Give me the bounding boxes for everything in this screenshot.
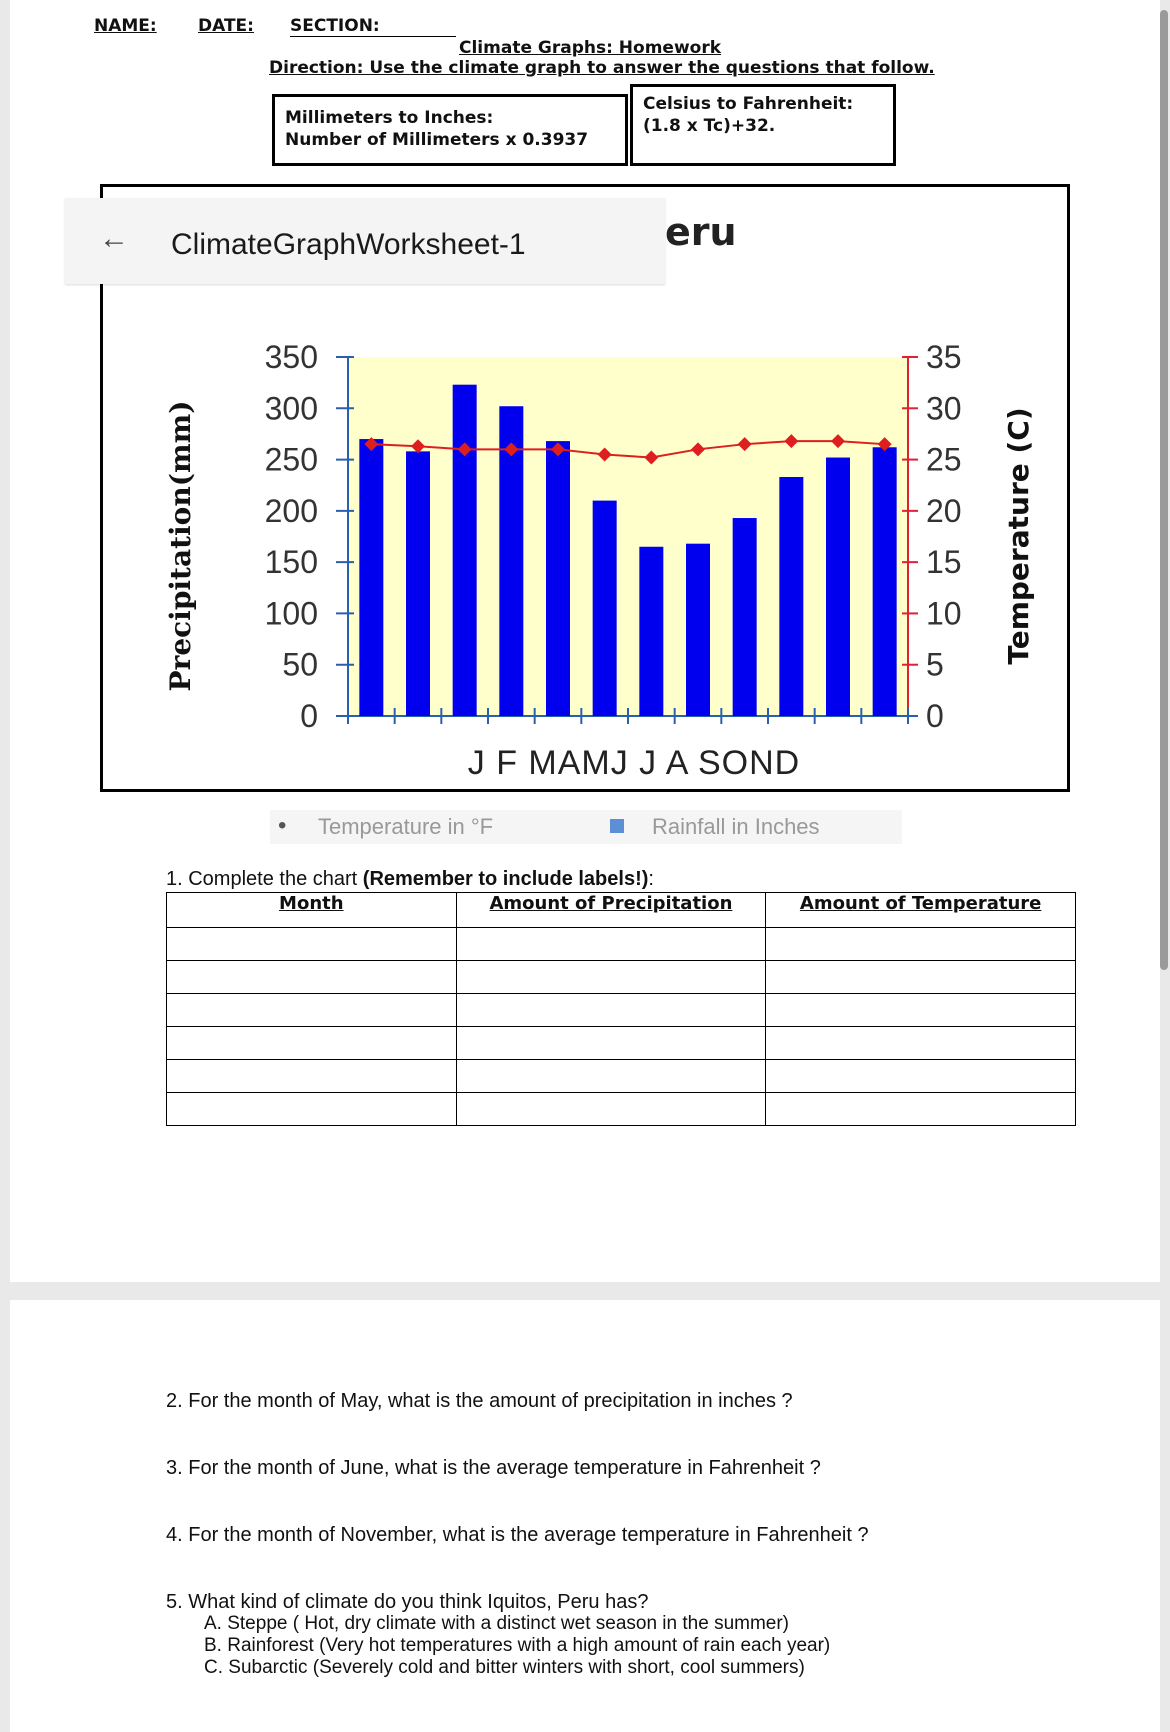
option-a: A. Steppe ( Hot, dry climate with a distinct wet season in the summer) (204, 1613, 790, 1634)
table-cell[interactable] (456, 994, 766, 1027)
precipitation-bar (639, 547, 663, 716)
question-1-prefix: 1. Complete the chart (166, 868, 363, 890)
chart-title-fragment: eru (665, 210, 737, 254)
y2-tick-label: 0 (926, 698, 944, 734)
precipitation-bar (826, 458, 850, 716)
table-row (167, 1027, 1076, 1060)
precipitation-bar (686, 544, 710, 716)
answer-table (166, 892, 1076, 1126)
y2-tick-label: 30 (926, 390, 962, 427)
precipitation-bar (453, 385, 477, 716)
precipitation-bar (406, 451, 430, 716)
question-1-suffix: : (648, 868, 654, 890)
name-label: NAME: (94, 16, 157, 36)
y-tick-label: 100 (264, 595, 318, 632)
y-tick-label: 300 (264, 390, 318, 427)
precipitation-bar (359, 439, 383, 716)
y2-tick-label: 25 (926, 441, 962, 478)
y-tick-label: 200 (264, 492, 318, 529)
table-cell[interactable] (167, 1093, 457, 1126)
column-temperature: Amount of Temperature (766, 893, 1076, 928)
y-tick-label: 0 (300, 698, 318, 734)
c-box-line1: Celsius to Fahrenheit: (643, 94, 854, 114)
document-viewer-bar (65, 198, 665, 284)
question-1 (166, 868, 654, 891)
table-cell[interactable] (456, 928, 766, 961)
section-label: SECTION: (290, 16, 456, 37)
x-axis-labels: J F MAMJ J A SOND (467, 744, 801, 782)
table-cell[interactable] (766, 1027, 1076, 1060)
question-5: 5. What kind of climate do you think Iquitos, Peru has? (166, 1591, 649, 1613)
table-row (167, 1093, 1076, 1126)
question-3: 3. For the month of June, what is the average temperature in Fahrenheit ? (166, 1457, 821, 1479)
legend-rainfall: Rainfall in Inches (652, 814, 820, 839)
document-title: ClimateGraphWorksheet-1 (171, 228, 526, 261)
y2-tick-label: 15 (926, 544, 962, 581)
plot-area (348, 357, 908, 716)
date-label: DATE: (198, 16, 254, 36)
table-cell[interactable] (456, 1027, 766, 1060)
legend-temperature: Temperature in °F (318, 814, 494, 839)
chart-legend (270, 810, 902, 844)
y2-tick-label: 5 (926, 646, 944, 683)
c-box-line2: (1.8 x Tc)+32. (643, 116, 776, 136)
question-4: 4. For the month of November, what is the average temperature in Fahrenheit ? (166, 1524, 869, 1546)
table-row (167, 1060, 1076, 1093)
table-cell[interactable] (766, 1060, 1076, 1093)
table-header-row (167, 893, 1076, 928)
table-cell[interactable] (766, 1093, 1076, 1126)
table-cell[interactable] (167, 961, 457, 994)
mm-box-line1: Millimeters to Inches: (285, 108, 494, 128)
precipitation-bar (593, 501, 617, 716)
table-cell[interactable] (456, 1093, 766, 1126)
mm-box-line2: Number of Millimeters x 0.3937 (285, 130, 589, 150)
direction-text: Direction: Use the climate graph to answer the questions that follow. (269, 58, 935, 78)
legend-temperature-icon: • (278, 812, 287, 839)
column-month: Month (167, 893, 457, 928)
y-tick-label: 150 (264, 544, 318, 581)
table-cell[interactable] (766, 994, 1076, 1027)
y-axis-title: Precipitation(mm) (164, 400, 197, 692)
table-cell[interactable] (167, 1060, 457, 1093)
y2-tick-label: 20 (926, 492, 962, 529)
column-precipitation: Amount of Precipitation (456, 893, 766, 928)
option-b: B. Rainforest (Very hot temperatures with a high amount of rain each year) (204, 1635, 831, 1656)
table-cell[interactable] (766, 961, 1076, 994)
table-row (167, 961, 1076, 994)
y-tick-label: 50 (282, 646, 318, 683)
option-c: C. Subarctic (Severely cold and bitter winters with short, cool summers) (204, 1657, 805, 1678)
table-cell[interactable] (167, 928, 457, 961)
page-title: Climate Graphs: Homework (459, 38, 722, 58)
table-cell[interactable] (167, 994, 457, 1027)
precipitation-bar (779, 477, 803, 716)
y-tick-label: 250 (264, 441, 318, 478)
y-tick-label: 350 (264, 339, 318, 375)
table-row (167, 928, 1076, 961)
question-1-bold: (Remember to include labels!) (362, 868, 649, 890)
arrow-left-icon[interactable]: ← (99, 222, 129, 255)
y2-tick-label: 10 (926, 595, 962, 632)
question-2: 2. For the month of May, what is the amount of precipitation in inches ? (166, 1390, 793, 1412)
table-cell[interactable] (167, 1027, 457, 1060)
y2-tick-label: 35 (926, 339, 962, 375)
table-row (167, 994, 1076, 1027)
table-cell[interactable] (456, 961, 766, 994)
table-cell[interactable] (456, 1060, 766, 1093)
table-cell[interactable] (766, 928, 1076, 961)
legend-rainfall-icon (610, 819, 624, 833)
y2-axis-title: Temperature (C) (1002, 407, 1035, 665)
precipitation-bar (546, 441, 570, 716)
precipitation-bar (733, 518, 757, 716)
precipitation-bar (873, 447, 897, 716)
